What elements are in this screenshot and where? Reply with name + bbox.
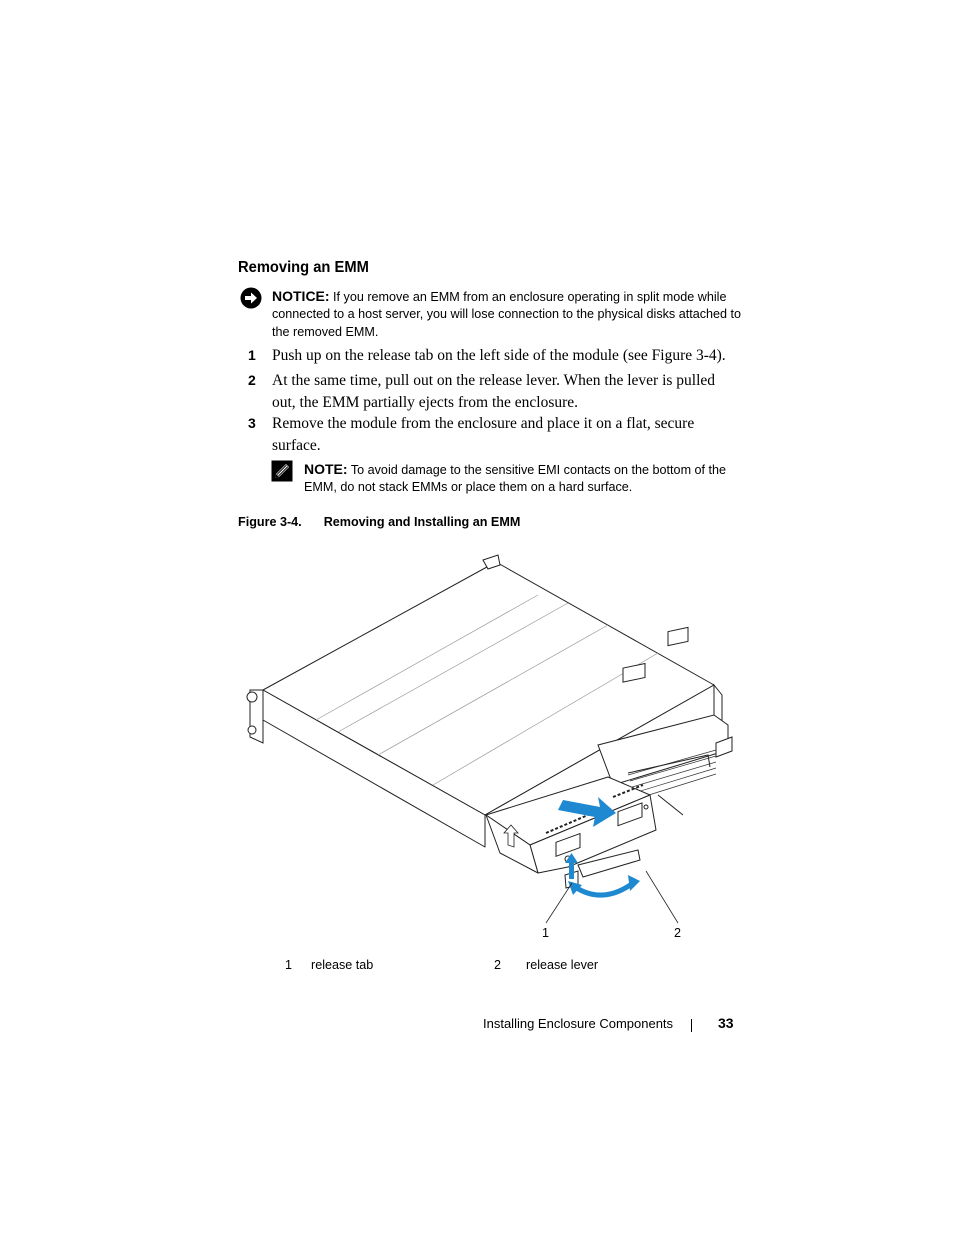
page-number: 33 <box>718 1015 734 1031</box>
figure-caption <box>238 515 520 529</box>
legend-num-1: 1 <box>285 958 293 972</box>
legend-label-1: release tab <box>311 958 374 972</box>
callout-2: 2 <box>674 926 682 940</box>
step-text: Push up on the release tab on the left side of the module (see Figure 3-4). <box>272 347 726 364</box>
lever-swing-arrow <box>575 883 633 895</box>
step-number: 3 <box>248 415 256 431</box>
legend-num-2: 2 <box>494 958 502 972</box>
step-2 <box>248 370 738 413</box>
notice-label: NOTICE: <box>272 288 330 304</box>
note-block <box>304 461 744 497</box>
note-body: To avoid damage to the sensitive EMI contacts on the bottom of the EMM, do not stack EMMs or place them on a hard surface. <box>304 463 727 495</box>
figure-number: Figure 3-4. <box>238 515 302 529</box>
step-number: 2 <box>248 372 256 388</box>
enclosure-top <box>263 562 714 815</box>
step-3 <box>248 413 738 456</box>
notice-block <box>272 288 742 341</box>
figure-title: Removing and Installing an EMM <box>323 515 521 529</box>
step-number: 1 <box>248 347 256 363</box>
note-pencil-icon <box>271 460 293 482</box>
step-text: Remove the module from the enclosure and place it on a flat, secure surface. <box>272 415 695 454</box>
step-1 <box>248 345 738 367</box>
note-label: NOTE: <box>304 461 348 477</box>
callout-1: 1 <box>542 926 550 940</box>
section-title: Removing an EMM <box>238 259 369 276</box>
step-text: At the same time, pull out on the release lever. When the lever is pulled out, the EMM partially ejects from the enclosure. <box>272 372 716 411</box>
notice-body: If you remove an EMM from an enclosure operating in split mode while connected to a host server, you will lose connection to the physical disks attached to the removed EMM. <box>272 290 742 339</box>
notice-icon <box>240 287 262 309</box>
footer-separator <box>691 1019 692 1032</box>
emm-removal-illustration <box>238 545 758 945</box>
legend-label-2: release lever <box>526 958 599 972</box>
footer-section-title: Installing Enclosure Components <box>483 1016 674 1031</box>
